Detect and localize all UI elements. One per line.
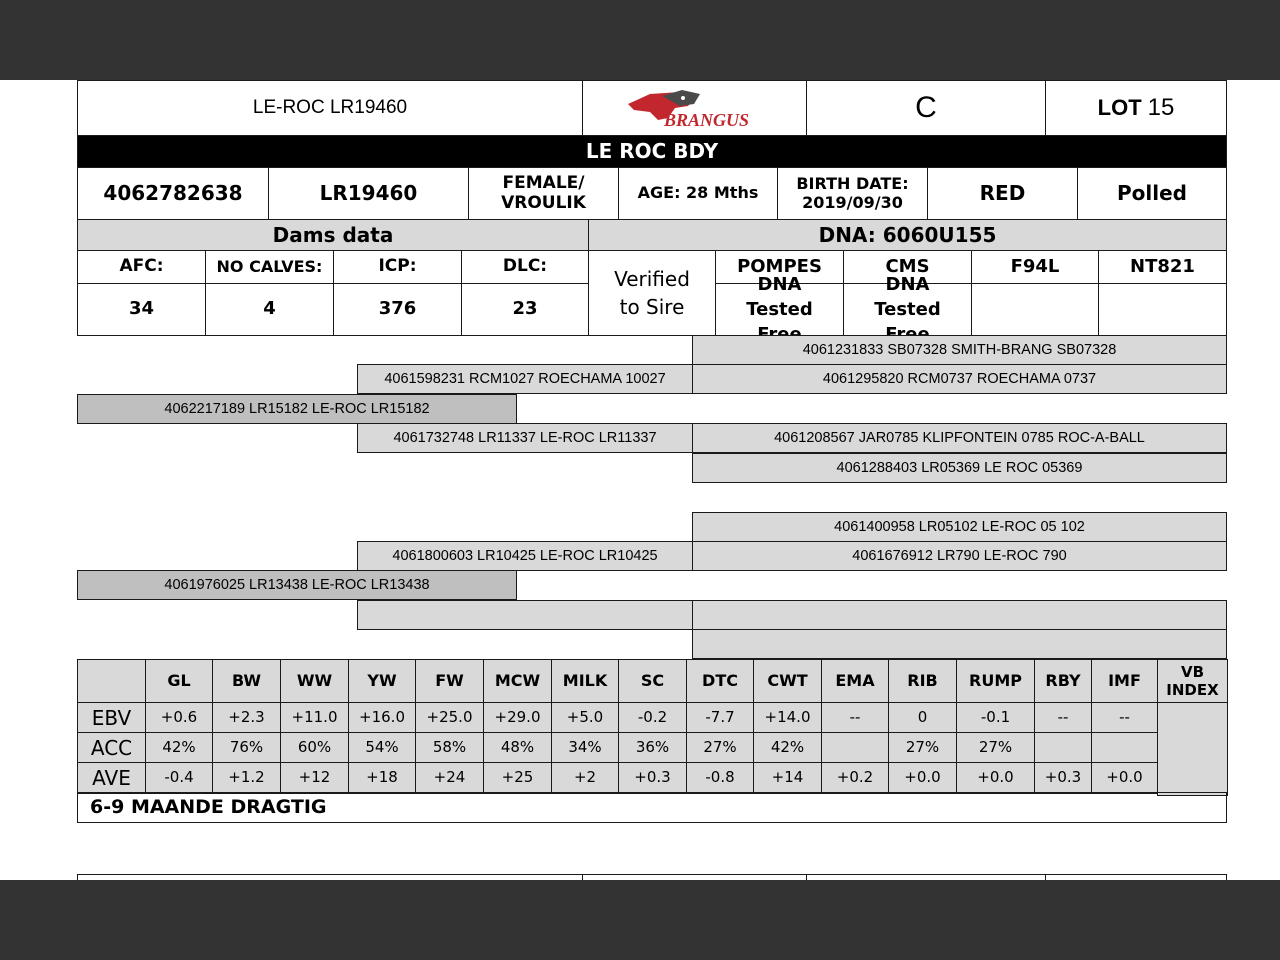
ebv-cell: 36%: [618, 732, 687, 764]
pedigree-sire-sire-dam: 4061295820 RCM0737 ROECHAMA 0737: [692, 364, 1227, 394]
ebv-cell: -0.1: [956, 702, 1035, 734]
pedigree-sire-dam: 4061732748 LR11337 LE-ROC LR11337: [357, 423, 693, 453]
ebv-column-header: YW: [348, 659, 416, 704]
logo-wordmark: BRANGUS: [663, 110, 749, 130]
ebv-cell: +12: [280, 762, 349, 794]
ebv-cell: 42%: [753, 732, 822, 764]
pedigree-sire-sire: 4061598231 RCM1027 ROECHAMA 10027: [357, 364, 693, 394]
ebv-cell: +29.0: [483, 702, 552, 734]
animal-name-bar: LE ROC BDY: [77, 135, 1227, 168]
ebv-cell: +24: [415, 762, 484, 794]
ebv-header-corner: [77, 659, 146, 704]
dna-title: DNA: 6060U155: [588, 219, 1227, 251]
dams-data-title: Dams data: [77, 219, 589, 251]
ebv-cell: +2: [551, 762, 619, 794]
dna-header-f94l: F94L: [971, 250, 1099, 284]
ebv-column-header: SC: [618, 659, 687, 704]
ebv-cell: 27%: [888, 732, 957, 764]
ebv-cell: 42%: [145, 732, 213, 764]
ebv-column-header: DTC: [686, 659, 754, 704]
vb-index-value: [1157, 702, 1228, 796]
ebv-row-label: AVE: [77, 762, 146, 794]
ebv-cell: --: [1091, 702, 1158, 734]
pedigree-dam: 4061976025 LR13438 LE-ROC LR13438: [77, 570, 517, 600]
ebv-cell: [821, 732, 889, 764]
dna-value-cms: DNA Tested: [843, 283, 972, 336]
dna-value-pompes: DNA Tested: [715, 283, 844, 336]
ebv-row-label: ACC: [77, 732, 146, 764]
pedigree-sire: 4062217189 LR15182 LE-ROC LR15182: [77, 394, 517, 424]
ebv-cell: 60%: [280, 732, 349, 764]
ebv-cell: -0.8: [686, 762, 754, 794]
top-dark-bar: [0, 0, 1280, 80]
dams-header-afc: AFC:: [77, 250, 206, 284]
dna-header-cms: CMS: [843, 250, 972, 284]
pedigree-dam-sire-dam: 4061676912 LR790 LE-ROC 790: [692, 541, 1227, 571]
ebv-column-header: FW: [415, 659, 484, 704]
pedigree-dam-sire: 4061800603 LR10425 LE-ROC LR10425: [357, 541, 693, 571]
ebv-cell: --: [821, 702, 889, 734]
birth-date-cell: BIRTH DATE: 2019/09/30: [777, 167, 928, 220]
color-cell: RED: [927, 167, 1078, 220]
pedigree-dam-sire-sire: 4061400958 LR05102 LE-ROC 05 102: [692, 512, 1227, 542]
lot-card-page: [0, 80, 1280, 880]
ebv-cell: --: [1034, 702, 1092, 734]
ebv-cell: [1034, 732, 1092, 764]
lot-label: LOT: [1097, 95, 1142, 121]
pedigree-sire-dam-dam: 4061288403 LR05369 LE ROC 05369: [692, 453, 1227, 483]
ebv-row-label: EBV: [77, 702, 146, 734]
dams-value-icp: 376: [333, 283, 462, 336]
ebv-cell: +0.3: [618, 762, 687, 794]
ebv-column-header: RUMP: [956, 659, 1035, 704]
ebv-cell: 54%: [348, 732, 416, 764]
ebv-cell: 27%: [686, 732, 754, 764]
ebv-cell: 76%: [212, 732, 281, 764]
ebv-cell: 48%: [483, 732, 552, 764]
registration-cell: LE-ROC LR19460: [77, 80, 583, 136]
pedigree-dam-dam-dam: [692, 629, 1227, 659]
dams-header-no-calves: NO CALVES:: [205, 250, 334, 284]
ebv-column-header: CWT: [753, 659, 822, 704]
pedigree-sire-dam-sire: 4061208567 JAR0785 KLIPFONTEIN 0785 ROC-A-BALL: [692, 423, 1227, 453]
ebv-cell: +25: [483, 762, 552, 794]
ebv-column-header: RIB: [888, 659, 957, 704]
ebv-column-header: IMF: [1091, 659, 1158, 704]
ebv-cell: +1.2: [212, 762, 281, 794]
ebv-cell: 27%: [956, 732, 1035, 764]
ebv-column-header: VB INDEX: [1157, 659, 1228, 704]
pedigree-dam-dam-sire: [692, 600, 1227, 630]
pedigree-dam-dam: [357, 600, 693, 630]
ebv-column-header: GL: [145, 659, 213, 704]
ebv-cell: +0.6: [145, 702, 213, 734]
ebv-column-header: EMA: [821, 659, 889, 704]
dams-value-dlc: 23: [461, 283, 589, 336]
ebv-cell: +14: [753, 762, 822, 794]
ebv-cell: -0.2: [618, 702, 687, 734]
ebv-column-header: BW: [212, 659, 281, 704]
dams-header-dlc: DLC:: [461, 250, 589, 284]
ebv-cell: +0.3: [1034, 762, 1092, 794]
verified-to-sire-cell: Verified to Sire: [588, 250, 716, 336]
dams-value-no-calves: 4: [205, 283, 334, 336]
sex-cell: FEMALE/ VROULIK: [468, 167, 619, 220]
ebv-cell: +0.0: [956, 762, 1035, 794]
age-cell: AGE: 28 Mths: [618, 167, 778, 220]
ebv-cell: +11.0: [280, 702, 349, 734]
bull-head-icon: [620, 84, 770, 132]
brangus-logo: [582, 80, 807, 136]
ebv-cell: [1091, 732, 1158, 764]
ebv-cell: +2.3: [212, 702, 281, 734]
ebv-cell: +16.0: [348, 702, 416, 734]
dna-header-pompes: POMPES: [715, 250, 844, 284]
lot-number: 15: [1147, 94, 1175, 122]
ebv-cell: 34%: [551, 732, 619, 764]
ebv-cell: +14.0: [753, 702, 822, 734]
dams-value-afc: 34: [77, 283, 206, 336]
grade-cell: C: [806, 80, 1046, 136]
dna-value-nt821: [1098, 283, 1227, 336]
ebv-cell: +18: [348, 762, 416, 794]
bottom-dark-bar: [0, 880, 1280, 960]
ebv-column-header: RBY: [1034, 659, 1092, 704]
horn-status-cell: Polled: [1077, 167, 1227, 220]
ebv-cell: -7.7: [686, 702, 754, 734]
dna-header-nt821: NT821: [1098, 250, 1227, 284]
code-cell: LR19460: [268, 167, 469, 220]
ebv-cell: +0.0: [888, 762, 957, 794]
ebv-cell: 0: [888, 702, 957, 734]
ebv-column-header: MCW: [483, 659, 552, 704]
ebv-cell: +25.0: [415, 702, 484, 734]
ebv-cell: +0.2: [821, 762, 889, 794]
ebv-cell: +5.0: [551, 702, 619, 734]
dna-value-f94l: [971, 283, 1099, 336]
ebv-cell: 58%: [415, 732, 484, 764]
ebv-column-header: MILK: [551, 659, 619, 704]
pedigree-sire-sire-sire: 4061231833 SB07328 SMITH-BRANG SB07328: [692, 335, 1227, 365]
id-number-cell: 4062782638: [77, 167, 269, 220]
dams-header-icp: ICP:: [333, 250, 462, 284]
ebv-column-header: WW: [280, 659, 349, 704]
ebv-cell: -0.4: [145, 762, 213, 794]
ebv-cell: +0.0: [1091, 762, 1158, 794]
lot-cell: [1045, 80, 1227, 136]
remark-row: 6-9 MAANDE DRAGTIG: [77, 792, 1227, 823]
